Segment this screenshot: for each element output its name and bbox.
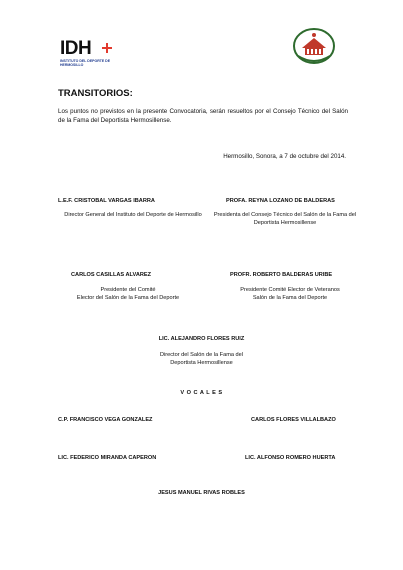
signatory-title: Director General del Instituto del Deporte de Hermosillo — [64, 212, 202, 218]
idh-logo-subtitle: INSTITUTO DEL DEPORTE DE HERMOSILLO — [60, 59, 111, 67]
vocal-name: LIC. ALFONSO ROMERO HUERTA — [245, 455, 336, 461]
signatory-title: Presidenta del Consejo Técnico del Salón de la Fama del Deportista Hermosillense — [213, 212, 357, 226]
date-line: Hermosillo, Sonora, a 7 de octubre del 2014. — [223, 153, 346, 160]
vocales-heading: V O C A L E S — [180, 390, 223, 396]
vocal-name: C.P. FRANCISCO VEGA GONZALEZ — [58, 417, 153, 423]
signatory-title: Presidente Comité Elector de Veteranos — [240, 287, 340, 293]
hall-of-fame-seal-icon — [290, 26, 338, 66]
transitorios-paragraph: Los puntos no previstos en la presente Convocatoria, serán resueltos por el Consejo Técnico del Salón de la Fama del Deportista Hermosillense. — [58, 108, 348, 124]
vocal-name: JESUS MANUEL RIVAS ROBLES — [158, 490, 245, 496]
signatory-title: Salón de la Fama del Deporte — [252, 295, 328, 301]
signatory-title: Presidente del Comité — [100, 287, 156, 293]
idh-logo-text: IDH — [60, 38, 92, 59]
signatory-title: Elector del Salón de la Fama del Deporte — [76, 295, 180, 301]
section-heading: TRANSITORIOS: — [58, 88, 133, 99]
signatory-name: PROFA. REYNA LOZANO DE BALDERAS — [226, 198, 335, 204]
signatory-name: L.E.F. CRISTOBAL VARGAS IBARRA — [58, 198, 155, 204]
signatory-name: CARLOS CASILLAS ALVAREZ — [71, 272, 152, 278]
signatory-title: Deportista Hermosillense — [170, 360, 233, 366]
signatory-name: LIC. ALEJANDRO FLORES RUIZ — [158, 336, 245, 342]
idh-logo — [60, 38, 120, 67]
plus-icon — [102, 43, 112, 53]
vocal-name: LIC. FEDERICO MIRANDA CAPERON — [58, 455, 157, 461]
signatory-name: PROFR. ROBERTO BALDERAS URIBE — [230, 272, 333, 278]
vocal-name: CARLOS FLORES VILLALBAZO — [251, 417, 336, 423]
signatory-title: Director del Salón de la Fama del — [159, 352, 244, 358]
